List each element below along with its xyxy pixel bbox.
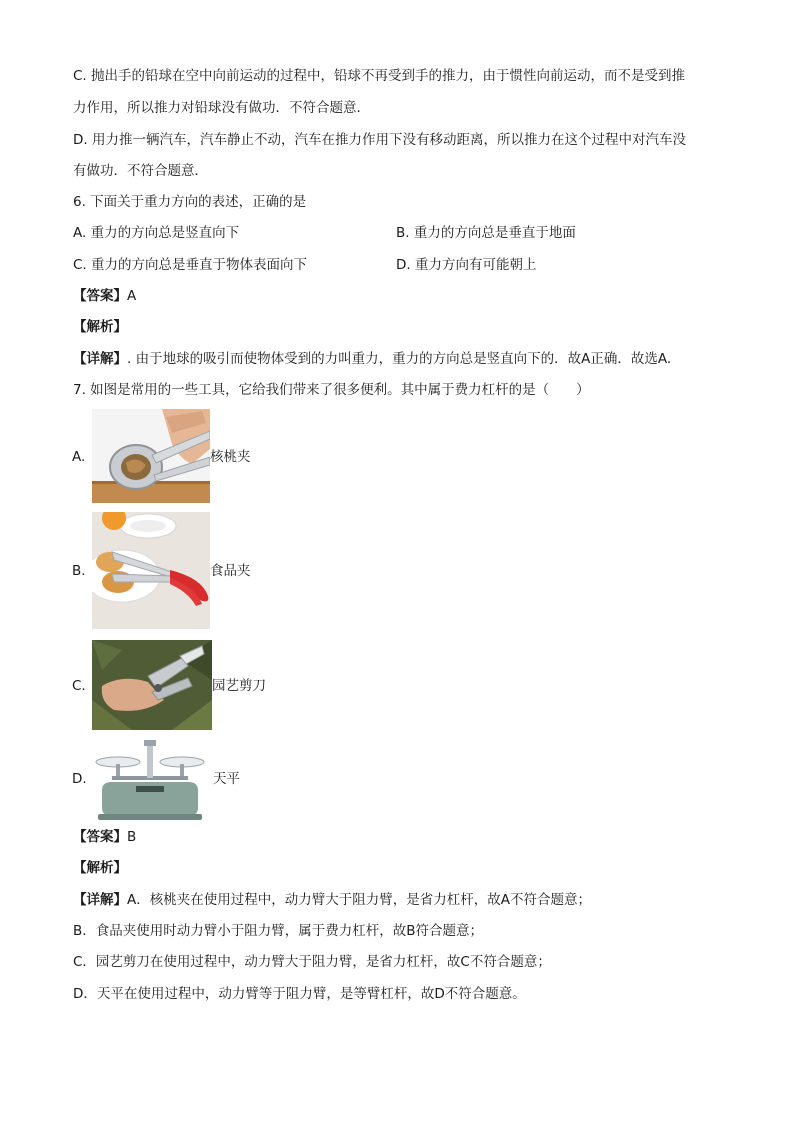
q7-analysis-label <box>73 858 127 878</box>
q7-option-c-letter: C. <box>72 678 86 694</box>
q5-option-d-line1: D. 用力推一辆汽车，汽车静止不动，汽车在推力作用下没有移动距离，所以推力在这个过程中对汽车没 <box>73 132 686 148</box>
q5-option-c-line2: 力作用，所以推力对铅球没有做功．不符合题意． <box>73 100 370 116</box>
q6-stem: 6. 下面关于重力方向的表述，正确的是 <box>73 194 307 210</box>
detail-text: . 由于地球的吸引而使物体受到的力叫重力，重力的方向总是竖直向下的．故A正确．故选A. <box>127 351 672 367</box>
answer-value: B <box>127 829 137 845</box>
analysis-label: 【解析】 <box>73 319 127 335</box>
q7-option-b-caption: 食品夹 <box>210 563 251 579</box>
q5-option-d-line2: 有做功．不符合题意． <box>73 163 208 179</box>
q7-option-b-letter: B. <box>72 563 86 579</box>
garden-shears-photo <box>92 640 212 730</box>
q7-option-d-letter: D. <box>72 771 87 787</box>
q5-option-c-line1: C. 抛出手的铅球在空中向前运动的过程中，铅球不再受到手的推力，由于惯性向前运动，而不是受到推 <box>73 68 686 84</box>
food-tongs-photo <box>92 512 210 629</box>
q6-option-c: C. 重力的方向总是垂直于物体表面向下 <box>73 257 308 273</box>
q7-option-a-letter: A. <box>72 449 86 465</box>
q7-detail-b: B．食品夹使用时动力臂小于阻力臂，属于费力杠杆，故B符合题意； <box>73 923 484 939</box>
q6-option-d: D. 重力方向有可能朝上 <box>396 257 537 273</box>
analysis-label: 【解析】 <box>73 860 127 876</box>
answer-value: A <box>127 288 137 304</box>
detail-text: A．核桃夹在使用过程中，动力臂大于阻力臂，是省力杠杆，故A不符合题意； <box>127 892 591 908</box>
q7-detail-d: D．天平在使用过程中，动力臂等于阻力臂，是等臂杠杆，故D不符合题意。 <box>73 986 526 1002</box>
detail-label: 【详解】 <box>73 351 127 367</box>
q6-detail <box>73 349 671 369</box>
answer-label: 【答案】 <box>73 288 127 304</box>
answer-label: 【答案】 <box>73 829 127 845</box>
balance-scale-photo <box>92 738 208 822</box>
q7-answer <box>73 827 136 847</box>
q7-stem: 7. 如图是常用的一些工具，它给我们带来了很多便利。其中属于费力杠杆的是（ ） <box>73 382 590 398</box>
q7-option-a-caption: 核桃夹 <box>210 449 251 465</box>
q7-detail-c: C．园艺剪刀在使用过程中，动力臂大于阻力臂，是省力杠杆，故C不符合题意； <box>73 954 551 970</box>
q7-option-c-caption: 园艺剪刀 <box>212 678 266 694</box>
q7-detail-a <box>73 890 591 910</box>
q6-option-a: A. 重力的方向总是竖直向下 <box>73 225 240 241</box>
walnut-cracker-photo <box>92 409 210 503</box>
q7-option-d-caption: 天平 <box>213 771 240 787</box>
q6-answer <box>73 286 136 306</box>
q6-analysis-label <box>73 317 127 337</box>
detail-label: 【详解】 <box>73 892 127 908</box>
q6-option-b: B. 重力的方向总是垂直于地面 <box>396 225 576 241</box>
